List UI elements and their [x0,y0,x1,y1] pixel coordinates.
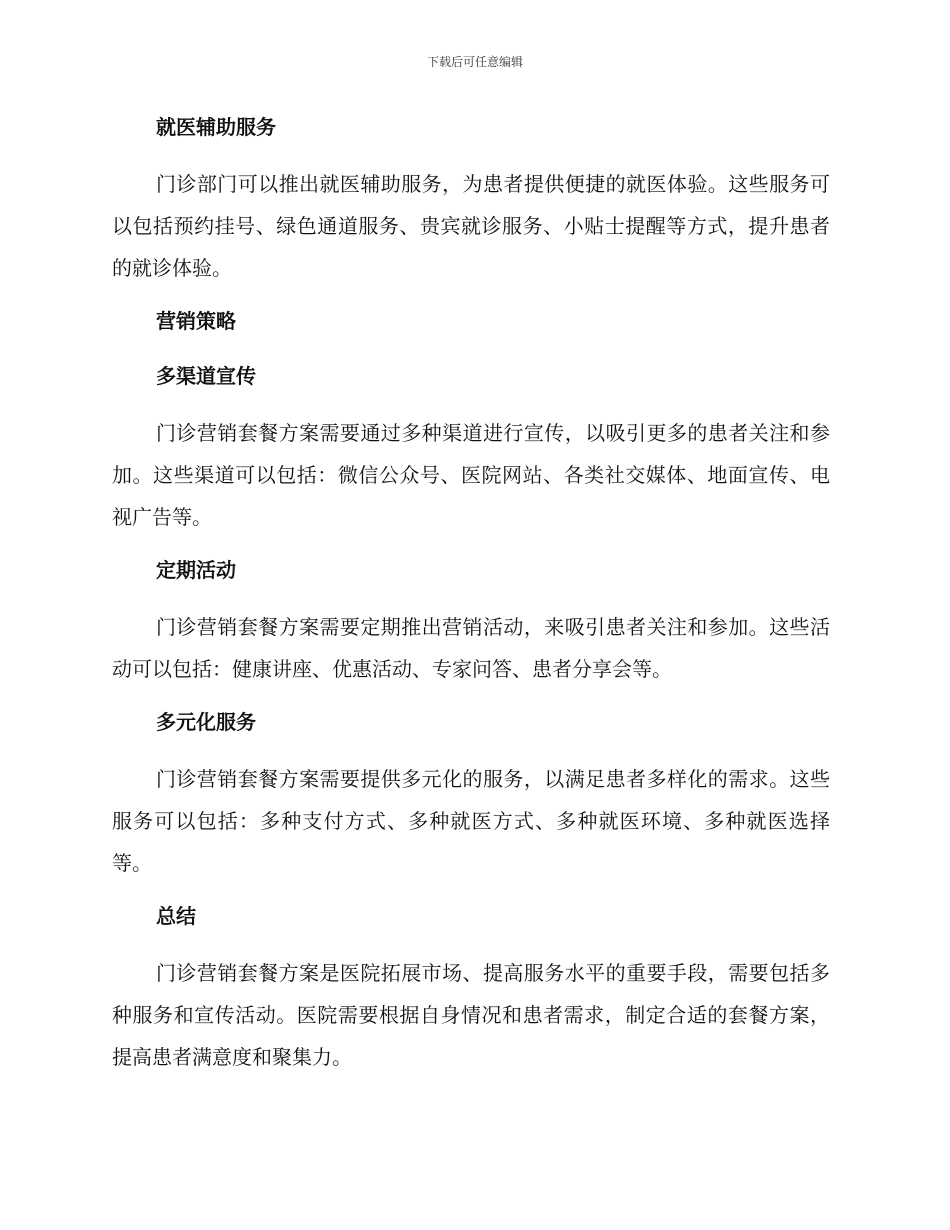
section-heading: 就医辅助服务 [156,115,276,139]
section-heading: 定期活动 [156,558,236,582]
section-paragraph: 门诊营销套餐方案需要定期推出营销活动，来吸引患者关注和参加。这些活动可以包括：健康讲座、优惠活动、专家问答、患者分享会等。 [112,615,830,681]
section-paragraph: 门诊营销套餐方案需要提供多元化的服务，以满足患者多样化的需求。这些服务可以包括：多种支付方式、多种就医方式、多种就医环境、多种就医选择等。 [112,767,830,875]
section-diversified-services [112,703,830,884]
section-summary [112,897,830,1078]
section-heading: 多元化服务 [156,710,256,734]
section-paragraph: 门诊部门可以推出就医辅助服务，为患者提供便捷的就医体验。这些服务可以包括预约挂号、绿色通道服务、贵宾就诊服务、小贴士提醒等方式，提升患者的就诊体验。 [112,172,830,280]
section-paragraph: 门诊营销套餐方案需要通过多种渠道进行宣传，以吸引更多的患者关注和参加。这些渠道可以包括：微信公众号、医院网站、各类社交媒体、地面宣传、电视广告等。 [112,421,830,529]
page-header: 下载后可任意编辑 [426,55,523,69]
section-regular-activities [112,551,830,690]
section-heading: 多渠道宣传 [156,364,256,388]
section-multichannel-promotion [112,357,830,538]
section-paragraph: 门诊营销套餐方案是医院拓展市场、提高服务水平的重要手段，需要包括多种服务和宣传活动。医院需要根据自身情况和患者需求，制定合适的套餐方案，提高患者满意度和聚集力。 [112,961,830,1069]
section-marketing-strategy [112,302,830,340]
document-body [112,108,830,1091]
section-heading: 营销策略 [156,309,236,333]
section-heading: 总结 [156,904,196,928]
section-medical-assistance [112,108,830,289]
